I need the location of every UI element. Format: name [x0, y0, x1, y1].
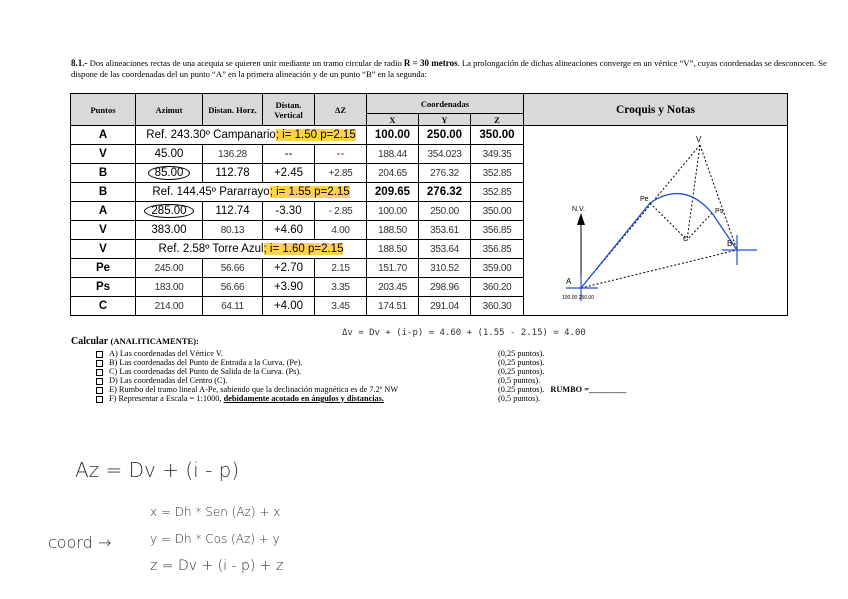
- cell-azimut: [136, 202, 203, 221]
- cell-x: 100.00: [367, 126, 419, 145]
- tangent-ps-b: [712, 213, 737, 250]
- checkbox-icon: [96, 360, 103, 367]
- task-points: (0,5 puntos).: [498, 394, 541, 403]
- cell-z: 356.85: [471, 221, 524, 240]
- sketch-label-v: V: [696, 135, 702, 144]
- cell-azimut: 183.00: [136, 278, 203, 297]
- cell-y: 250.00: [419, 202, 471, 221]
- list-item: [96, 394, 656, 403]
- header-azimut: Azimut: [136, 94, 203, 126]
- cell-point: Pe: [71, 259, 136, 278]
- task-text: B) Las coordenadas del Punto de Entrada a la Curva. (Pe).: [109, 358, 303, 367]
- cell-dist-vert: +2.45: [263, 164, 315, 183]
- task-points: (0,5 puntos).: [498, 376, 541, 385]
- checkbox-icon: [96, 378, 103, 385]
- handwritten-z-formula: z = Dv + (i - p) + z: [150, 558, 284, 574]
- handwritten-coord-label: coord →: [48, 533, 112, 552]
- cell-z: 352.85: [471, 164, 524, 183]
- cell-dist-horz: 80.13: [203, 221, 263, 240]
- list-item: [96, 367, 656, 376]
- cell-dist-horz: 112.74: [203, 202, 263, 221]
- checkbox-icon: [96, 396, 103, 403]
- line-a-b: [581, 250, 737, 288]
- problem-statement: [71, 58, 831, 80]
- handwritten-az-formula: Az = Dv + (i - p): [75, 458, 240, 482]
- cell-delta-z: 3.35: [315, 278, 367, 297]
- cell-delta-z: 4.00: [315, 221, 367, 240]
- cell-reference: [136, 183, 367, 202]
- cell-dist-vert: -3.30: [263, 202, 315, 221]
- sketch-label-c: C: [683, 236, 689, 243]
- checkbox-icon: [96, 351, 103, 358]
- reference-text: Ref. 2.58º Torre Azul: [158, 243, 264, 255]
- list-item: [96, 385, 656, 394]
- cell-x: 209.65: [367, 183, 419, 202]
- cell-point: C: [71, 297, 136, 316]
- task-list: [96, 349, 656, 403]
- sketch-label-b: B: [727, 239, 733, 248]
- task-points-value: (0.25 puntos).: [498, 385, 545, 394]
- task-text: F) Representar a Escala = 1:1000,: [109, 394, 224, 403]
- sketch-label-pe: Pe: [640, 196, 649, 203]
- cell-dist-vert: +4.00: [263, 297, 315, 316]
- cell-delta-z: 2.15: [315, 259, 367, 278]
- cell-delta-z: +2.85: [315, 164, 367, 183]
- reference-text: Ref. 243.30º Campanario: [146, 129, 276, 141]
- cell-x: 204.65: [367, 164, 419, 183]
- header-z: Z: [471, 114, 524, 126]
- line-v-b: [700, 145, 737, 250]
- checkbox-icon: [96, 387, 103, 394]
- task-text: D) Las coordenadas del Centro (C).: [109, 376, 228, 385]
- cell-y: 310.52: [419, 259, 471, 278]
- header-dist-horz: Distan. Horz.: [203, 94, 263, 126]
- circled-azimut: 285.00: [144, 204, 193, 218]
- cell-x: 151.70: [367, 259, 419, 278]
- handwritten-y-formula: y = Dh * Cos (Az) + y: [150, 532, 280, 546]
- cell-y: 354.023: [419, 145, 471, 164]
- cell-point: V: [71, 221, 136, 240]
- handwritten-x-formula: x = Dh * Sen (Az) + x: [150, 505, 281, 519]
- cell-z: 359.00: [471, 259, 524, 278]
- statement-text-2: . La prolongación de dichas alineaciones converge en un vértice “V”, cuyas coordenadas se desconocen. Se dispone de las coordenadas del: [71, 58, 827, 79]
- header-croquis: Croquis y Notas: [524, 94, 788, 126]
- list-item: [96, 349, 656, 358]
- line-pe-c: [650, 203, 687, 240]
- sketch-label-a: A: [566, 277, 572, 286]
- cell-point: A: [71, 126, 136, 145]
- cell-z: 360.20: [471, 278, 524, 297]
- cell-dist-vert: +4.60: [263, 221, 315, 240]
- reference-text: Ref. 144.45º Pararrayo: [152, 186, 270, 198]
- cell-dist-horz: 112.78: [203, 164, 263, 183]
- cell-delta-z: - 2.85: [315, 202, 367, 221]
- cell-y: 291.04: [419, 297, 471, 316]
- cell-point: Ps: [71, 278, 136, 297]
- statement-text-3: un punto “A” en la primera alineación y de un punto “B” en la segunda: [179, 69, 425, 79]
- reference-highlight: ; i= 1.60 p=2.15: [263, 243, 344, 255]
- croquis-sketch: [542, 115, 767, 315]
- cell-z: 356.85: [471, 240, 524, 259]
- sketch-a-coords: 100.00 250.00: [562, 295, 594, 301]
- sketch-label-ps: Ps: [715, 208, 724, 215]
- cell-dist-vert: +2.70: [263, 259, 315, 278]
- cell-x: 174.51: [367, 297, 419, 316]
- calcular-title: Calcular: [71, 336, 109, 347]
- task-text: A) Las coordenadas del Vértice V.: [109, 349, 223, 358]
- header-delta-z: ΔZ: [315, 94, 367, 126]
- cell-z: 350.00: [471, 202, 524, 221]
- cell-point: B: [71, 183, 136, 202]
- task-underlined: debidamente acotado en ángulos y distancias.: [223, 394, 385, 403]
- header-x: X: [367, 114, 419, 126]
- cell-delta-z: --: [315, 145, 367, 164]
- task-points: (0,25 puntos).: [498, 358, 545, 367]
- cell-azimut: [136, 164, 203, 183]
- cell-x: 188.44: [367, 145, 419, 164]
- cell-point: V: [71, 240, 136, 259]
- cell-dist-horz: 56.66: [203, 278, 263, 297]
- task-text: C) Las coordenadas del Punto de Salida de la Curva. (Ps).: [109, 367, 302, 376]
- cell-y: 276.32: [419, 164, 471, 183]
- north-arrow-head: [577, 213, 585, 225]
- line-v-c: [687, 145, 700, 240]
- cell-z: 350.00: [471, 126, 524, 145]
- reference-highlight: ; i= 1.55 p=2.15: [269, 186, 350, 198]
- cell-y: 298.96: [419, 278, 471, 297]
- cell-y: 353.61: [419, 221, 471, 240]
- task-points: (0,25 puntos).: [498, 349, 545, 358]
- cell-point: V: [71, 145, 136, 164]
- cell-point: A: [71, 202, 136, 221]
- cell-dist-horz: 56.66: [203, 259, 263, 278]
- list-item: [96, 376, 656, 385]
- calcular-subtitle: (ANALITICAMENTE):: [110, 336, 199, 346]
- statement-text-1: Dos alineaciones rectas de una acequia se quieren unir mediante un tramo circular de radio: [89, 58, 402, 68]
- rumbo-blank: RUMBO =_________: [550, 385, 627, 394]
- cell-dist-horz: 64.11: [203, 297, 263, 316]
- cell-x: 188.50: [367, 240, 419, 259]
- checkbox-icon: [96, 369, 103, 376]
- cell-dist-vert: +3.90: [263, 278, 315, 297]
- cell-point: B: [71, 164, 136, 183]
- cell-dist-vert: --: [263, 145, 315, 164]
- cell-y: 250.00: [419, 126, 471, 145]
- cell-x: 100.00: [367, 202, 419, 221]
- cell-reference: [136, 126, 367, 145]
- calcular-heading: [71, 336, 199, 347]
- cell-y: 276.32: [419, 183, 471, 202]
- header-puntos: Puntos: [71, 94, 136, 126]
- cell-azimut: 245.00: [136, 259, 203, 278]
- reference-highlight: ; i= 1.50 p=2.15: [275, 129, 356, 141]
- cell-z: 352.85: [471, 183, 524, 202]
- task-text: E) Rumbo del tramo lineal A-Pe, sabiendo que la declinación magnética es de 7.2º NW: [109, 385, 399, 394]
- circled-azimut: 85.00: [148, 166, 191, 180]
- statement-radius: R = 30 metros: [403, 58, 458, 68]
- task-points: (0,25 puntos).: [498, 367, 545, 376]
- cell-dist-horz: 136.28: [203, 145, 263, 164]
- dv-note: Δv = Dv + (i-p) = 4.60 + (1.55 - 2.15) = 4.00: [342, 328, 586, 338]
- problem-number: 8.1.-: [71, 58, 88, 68]
- cell-delta-z: 3.45: [315, 297, 367, 316]
- cell-x: 203.45: [367, 278, 419, 297]
- curve-pe-ps: [650, 194, 712, 213]
- header-dist-vert: Distan. Vertical: [263, 94, 315, 126]
- line-ps-c: [687, 213, 712, 240]
- tangent-a-pe: [581, 203, 650, 288]
- header-y: Y: [419, 114, 471, 126]
- header-coordenadas: Coordenadas: [367, 94, 524, 114]
- sketch-label-nv: N.V.: [572, 206, 585, 213]
- cell-x: 188.50: [367, 221, 419, 240]
- cell-reference: [136, 240, 367, 259]
- task-points: [498, 385, 626, 394]
- cell-azimut: 214.00: [136, 297, 203, 316]
- cell-azimut: 383.00: [136, 221, 203, 240]
- cell-y: 353.64: [419, 240, 471, 259]
- statement-text-4: :: [424, 69, 427, 79]
- list-item: [96, 358, 656, 367]
- cell-azimut: 45.00: [136, 145, 203, 164]
- cell-z: 360.30: [471, 297, 524, 316]
- cell-z: 349.35: [471, 145, 524, 164]
